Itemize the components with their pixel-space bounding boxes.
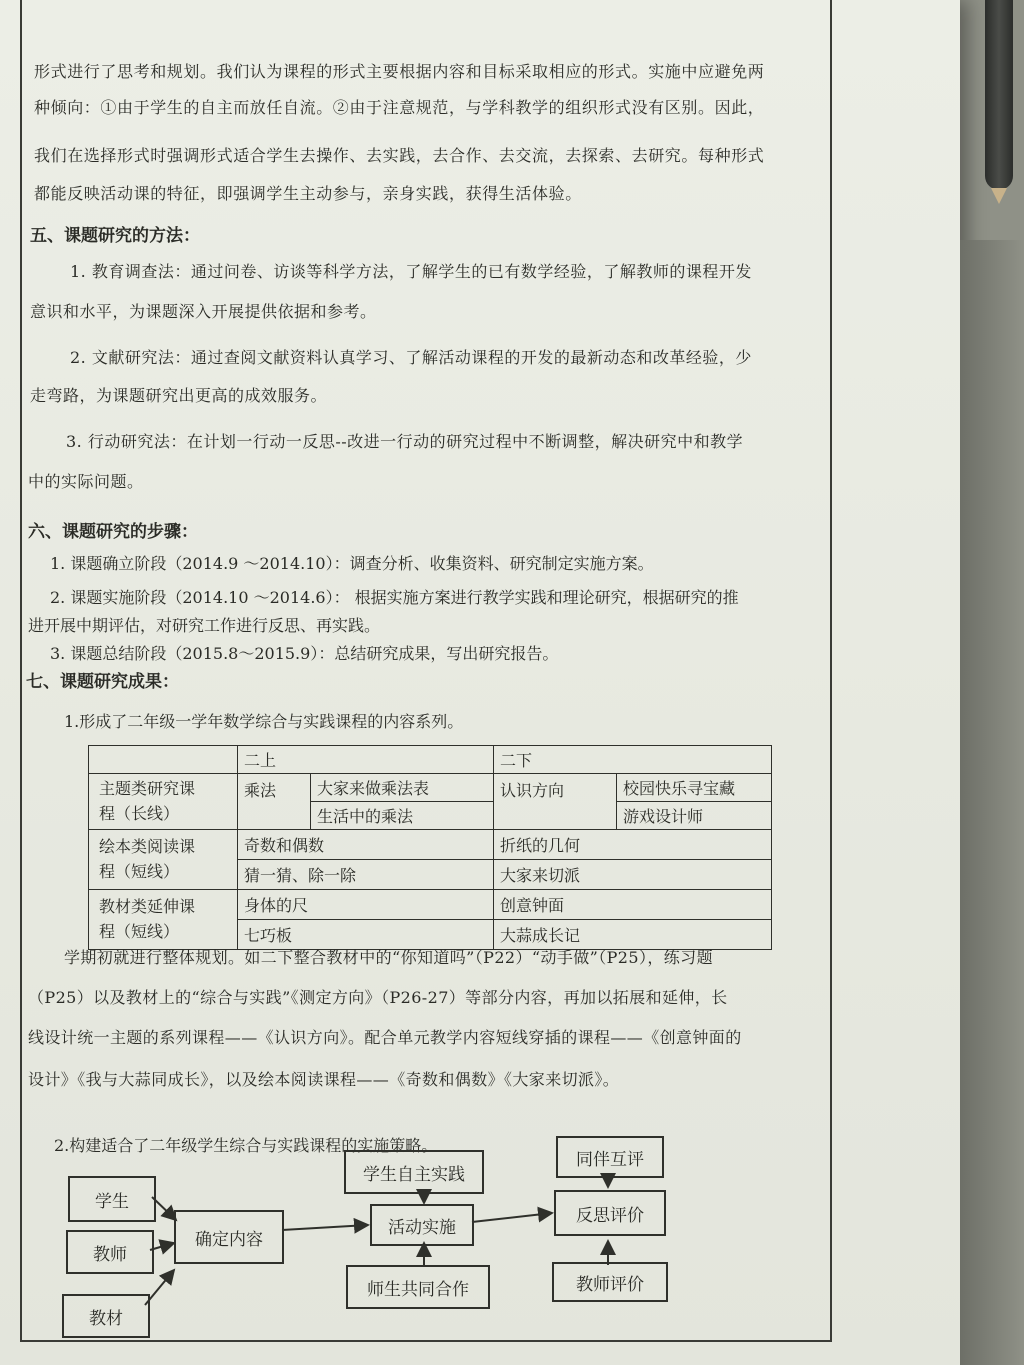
table-row: [89, 774, 772, 802]
table-row: [89, 830, 772, 860]
flow-node-activity: 活动实施: [370, 1204, 474, 1246]
flow-node-teacher-review: 教师评价: [552, 1262, 668, 1302]
table-cell: 认识方向: [494, 774, 617, 830]
table-header-cell: 二下: [494, 746, 772, 774]
paragraph-line: 种倾向：①由于学生的自主而放任自流。②由于注意规范，与学科教学的组织形式没有区别。因此，: [34, 98, 765, 117]
paragraph-line: 2. 课题实施阶段（2014.10 ～2014.6）： 根据实施方案进行教学实践和理论研究，根据研究的推: [50, 588, 739, 607]
paragraph-line: 意识和水平，为课题深入开展提供依据和参考。: [30, 302, 377, 321]
curriculum-table: [88, 745, 772, 950]
table-category-cell: 主题类研究课 程（长线）: [89, 774, 238, 830]
paragraph-line: 走弯路，为课题研究出更高的成效服务。: [30, 386, 328, 405]
table-cell: 七巧板: [238, 920, 494, 950]
flow-node-peer-review: 同伴互评: [556, 1136, 664, 1178]
section-heading: 六、课题研究的步骤：: [28, 522, 198, 542]
table-header-cell: 二上: [238, 746, 494, 774]
table-cell: 游戏设计师: [617, 802, 772, 830]
paragraph-line: （P25）以及教材上的“综合与实践”《测定方向》（P26-27）等部分内容，再加以拓展和延伸，长: [28, 988, 728, 1007]
table-cell: 创意钟面: [494, 890, 772, 920]
paragraph-line: 中的实际问题。: [28, 472, 144, 491]
paragraph-line: 1. 教育调查法：通过问卷、访谈等科学方法，了解学生的已有数学经验，了解教师的课程开发: [70, 262, 752, 281]
table-category-cell: 教材类延伸课 程（短线）: [89, 890, 238, 950]
table-cell: 大家来切派: [494, 860, 772, 890]
paragraph-line: 3. 行动研究法：在计划一行动一反思--改进一行动的研究过程中不断调整，解决研究中和教学: [66, 432, 744, 451]
table-cell: 猜一猜、除一除: [238, 860, 494, 890]
list-item: 2.构建适合了二年级学生综合与实践课程的实施策略。: [54, 1136, 438, 1155]
paragraph-line: 3. 课题总结阶段（2015.8～2015.9）：总结研究成果，写出研究报告。: [50, 644, 559, 663]
table-cell: 大家来做乘法表: [311, 774, 494, 802]
arrow: [282, 1225, 368, 1230]
flow-node-self-practice: 学生自主实践: [344, 1150, 484, 1194]
paragraph-line: 1. 课题确立阶段（2014.9 ～2014.10）：调查分析、收集资料、研究制定实施方案。: [50, 554, 654, 573]
paragraph-line: 形式进行了思考和规划。我们认为课程的形式主要根据内容和目标采取相应的形式。实施中应避免两: [34, 62, 765, 81]
table-category-cell: 绘本类阅读课 程（短线）: [89, 830, 238, 890]
flow-node-student: 学生: [68, 1176, 156, 1222]
paragraph-line: 进开展中期评估，对研究工作进行反思、再实践。: [28, 616, 381, 635]
paragraph-line: 线设计统一主题的系列课程——《认识方向》。配合单元教学内容短线穿插的课程——《创意钟面的: [28, 1028, 742, 1047]
flow-node-define-content: 确定内容: [174, 1210, 284, 1264]
flow-node-material: 教材: [62, 1294, 150, 1338]
flow-node-teacher: 教师: [66, 1230, 154, 1274]
table-cell: 校园快乐寻宝藏: [617, 774, 772, 802]
paragraph-line: 学期初就进行整体规划。如二下整合教材中的“你知道吗”（P22）“动手做”（P25），练习题: [64, 948, 713, 967]
list-item: 1.形成了二年级一学年数学综合与实践课程的内容系列。: [64, 712, 464, 731]
paragraph-line: 都能反映活动课的特征，即强调学生主动参与，亲身实践，获得生活体验。: [34, 184, 582, 203]
section-heading: 五、课题研究的方法：: [30, 226, 200, 246]
paragraph-line: 2. 文献研究法：通过查阅文献资料认真学习、了解活动课程的开发的最新动态和改革经验，少: [70, 348, 752, 367]
paragraph-line: 设计》《我与大蒜同成长》，以及绘本阅读课程——《奇数和偶数》《大家来切派》。: [28, 1070, 620, 1089]
arrow: [472, 1213, 552, 1222]
background-shadow: [960, 240, 1024, 1365]
table-cell: 折纸的几何: [494, 830, 772, 860]
flow-node-reflect: 反思评价: [554, 1190, 666, 1236]
table-cell: 奇数和偶数: [238, 830, 494, 860]
table-header-row: [89, 746, 772, 774]
table-cell: 乘法: [238, 774, 311, 830]
section-heading: 七、课题研究成果：: [26, 672, 179, 692]
table-row: [89, 890, 772, 920]
table-cell: 大蒜成长记: [494, 920, 772, 950]
table-cell: 生活中的乘法: [311, 802, 494, 830]
table-cell: 身体的尺: [238, 890, 494, 920]
pencil-object: [985, 0, 1013, 190]
flow-node-cooperate: 师生共同合作: [346, 1265, 490, 1309]
paragraph-line: 我们在选择形式时强调形式适合学生去操作、去实践，去合作、去交流，去探索、去研究。每种形式: [34, 146, 765, 165]
